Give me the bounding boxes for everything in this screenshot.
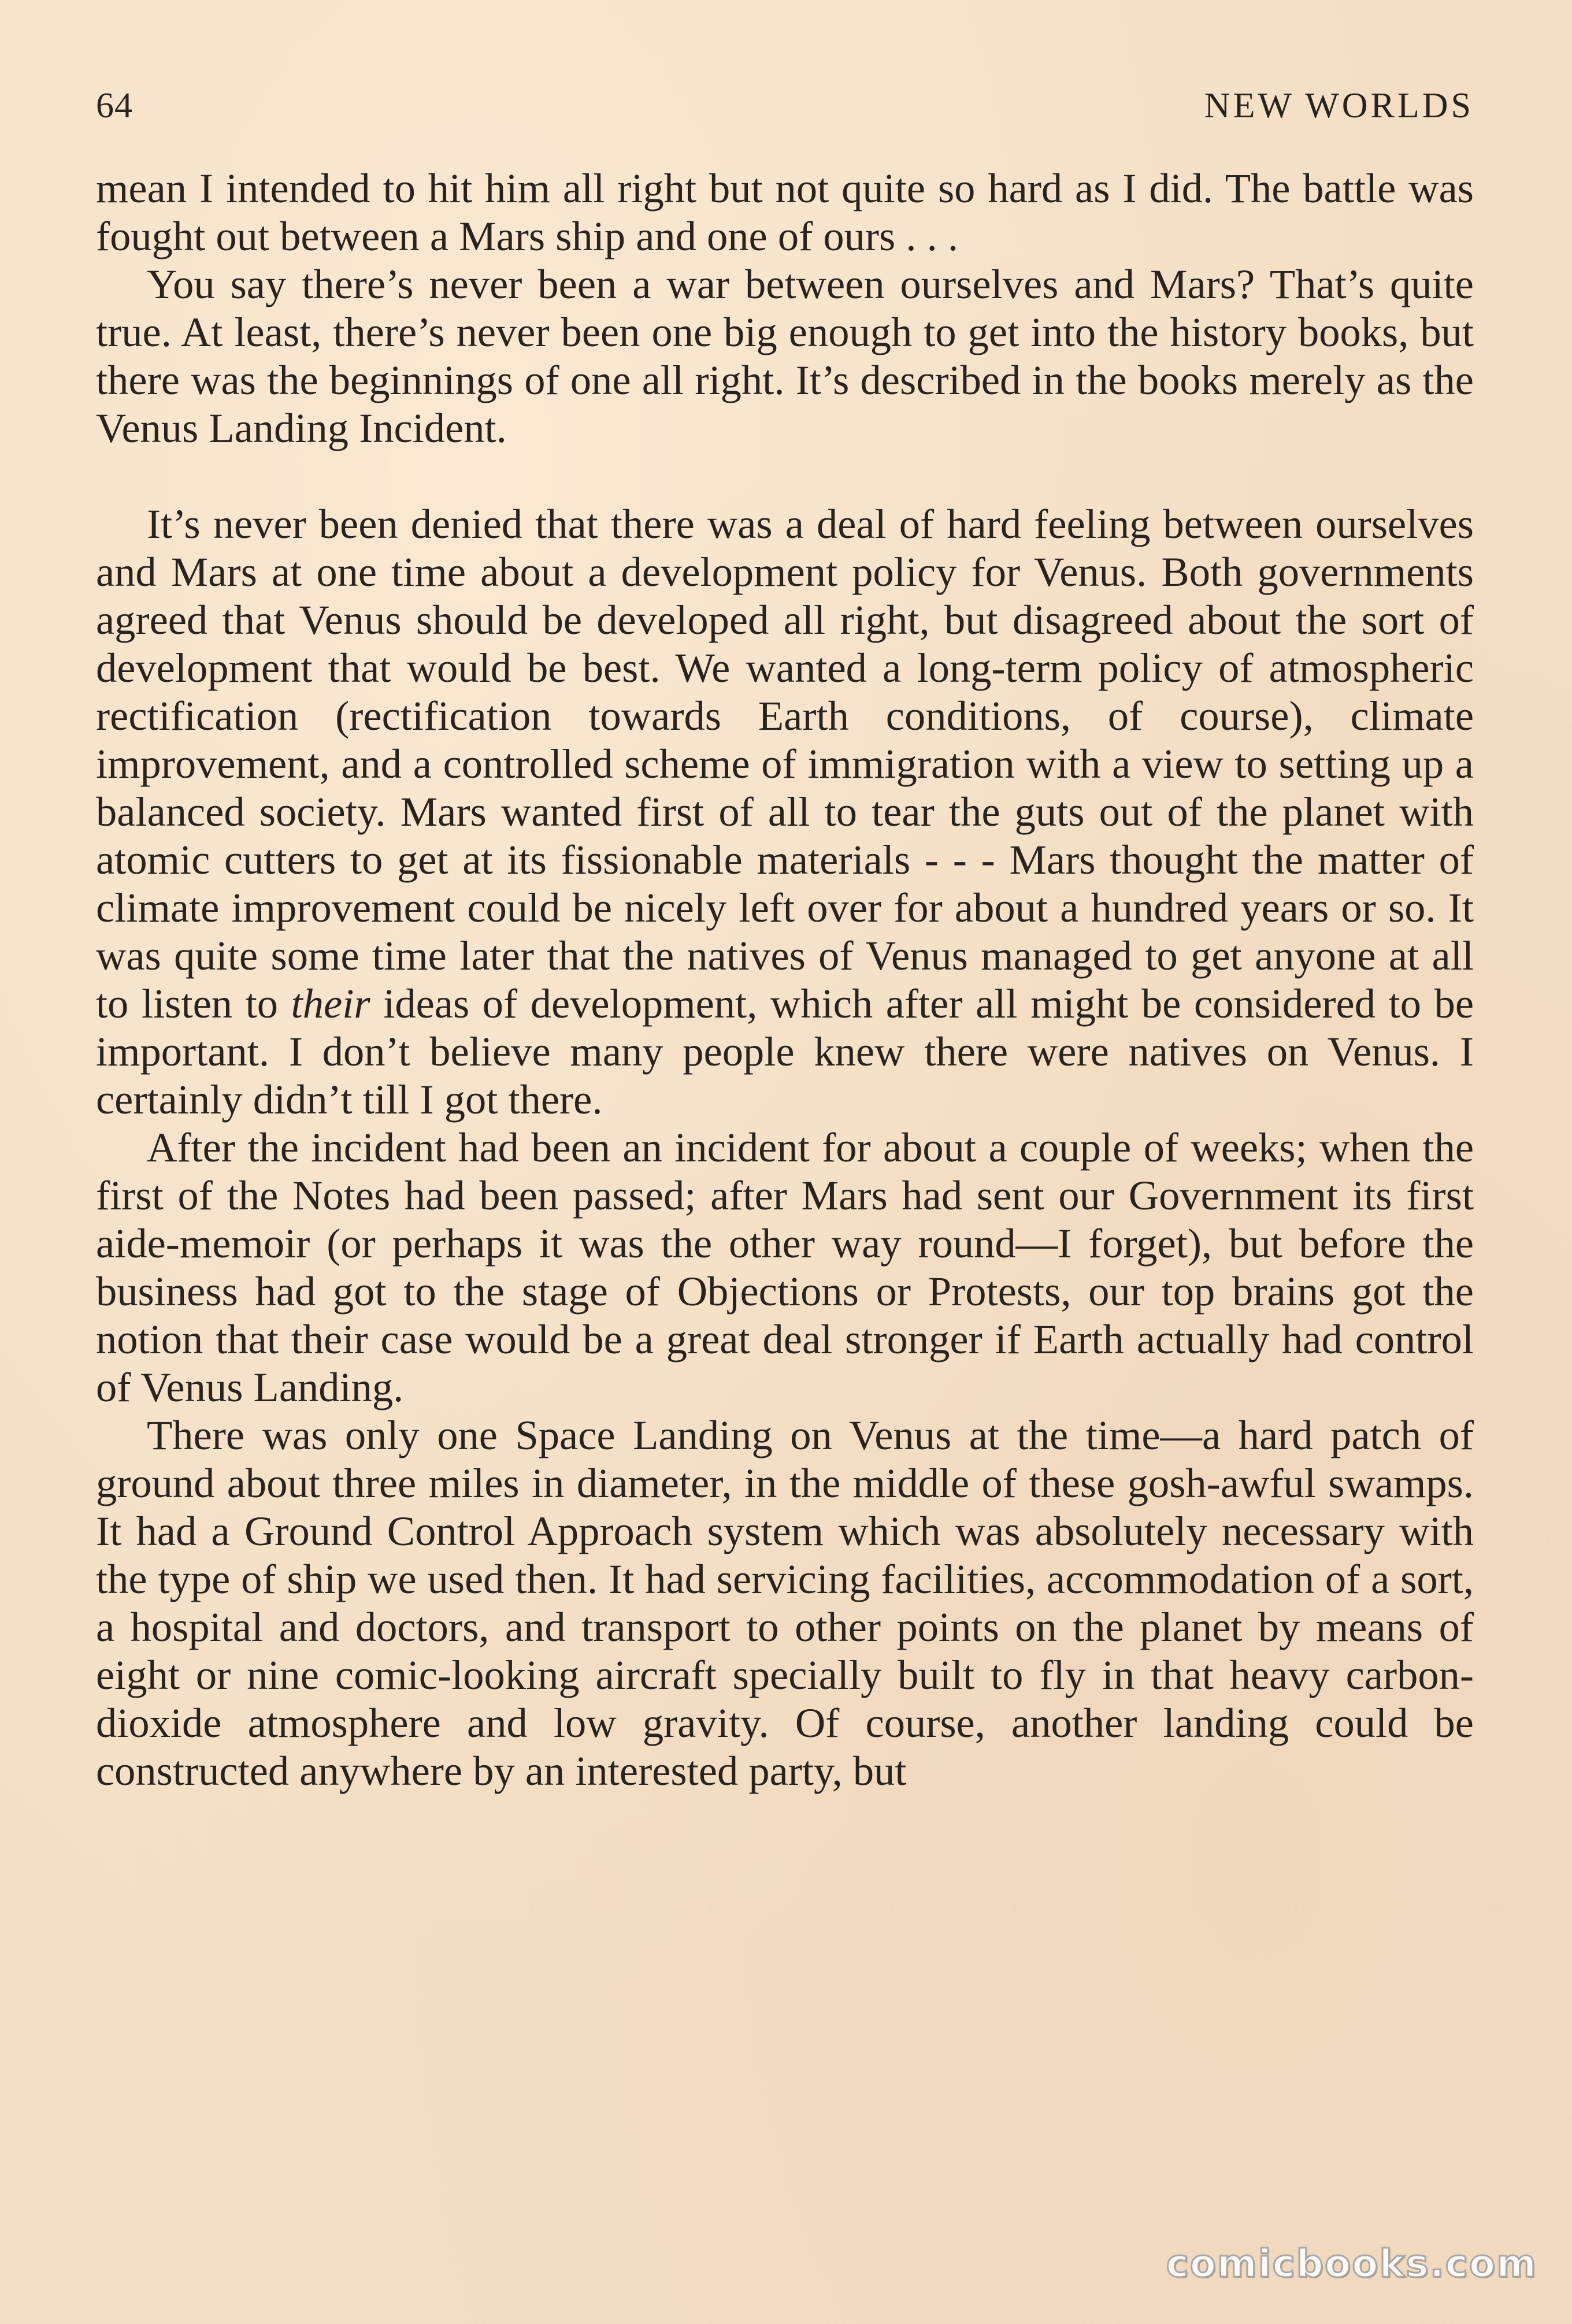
paragraph-5: There was only one Space Landing on Venus at the time—a hard patch of ground about three miles in diameter, in the middle of these gosh-awful swamps. It had a Ground Control Approach system which was absolutely necessary with the type of ship we used then. It had servicing facilities, accommodation of a sort, a hospital and doctors, and transport to other points on the planet by means of eight or nine comic-looking aircraft specially built to fly in that heavy carbon-dioxide atmosphere and low gravity. Of course, another landing could be constructed anywhere by an interested party, but [96, 1412, 1474, 1794]
site-watermark: comicbooks.com [1166, 2241, 1537, 2286]
paragraph-3-tail: ideas of development, which after all might be considered to be important. I don’t believe many people knew there were natives on Venus. I certainly didn’t till I got there. [96, 980, 1474, 1123]
body-text [96, 164, 1474, 1795]
page-header [96, 86, 1474, 132]
paragraph-2: You say there’s never been a war between ourselves and Mars? That’s quite true. At least, there’s never been one big enough to get into the history books, but there was the beginnings of one all right. It’s described in the books merely as the Venus Landing Incident. [96, 261, 1474, 451]
paragraph-1: mean I intended to hit him all right but not quite so hard as I did. The battle was fought out between a Mars ship and one of ours . . . [96, 165, 1474, 259]
page-number: 64 [96, 86, 133, 125]
paragraph-3 [96, 500, 1474, 1123]
emphasized-word: their [291, 980, 370, 1027]
paragraph-4: After the incident had been an incident for about a couple of weeks; when the first of the Notes had been passed; after Mars had sent our Government its first aide-memoir (or perhaps it was the other way round—I forget), but before the business had got to the stage of Objections or Protests, our top brains got the notion that their case would be a great deal stronger if Earth actually had control of Venus Landing. [96, 1124, 1474, 1410]
paragraph-3-lead: It’s never been denied that there was a deal of hard feeling between ourselves and Mars at one time about a development policy for Venus. Both governments agreed that Venus should be developed all right, but disagreed about the sort of development that would be best. We wanted a long-term policy of atmospheric rectification (rectification towards Earth conditions, of course), climate improvement, and a controlled scheme of immigration with a view to setting up a balanced society. Mars wanted first of all to tear the guts out of the planet with atomic cutters to get at its fissionable materials - - - Mars thought the matter of climate improvement could be nicely left over for about a hundred years or so. It was quite some time later that the natives of Venus managed to get anyone at all to listen to [96, 500, 1474, 1027]
running-title: NEW WORLDS [1204, 86, 1474, 125]
